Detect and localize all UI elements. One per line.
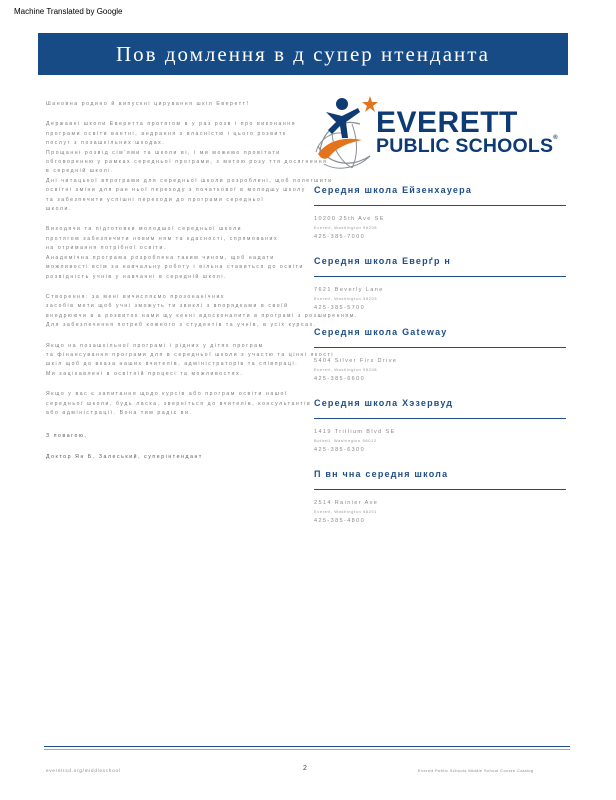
school-phone: 425-385-6600 bbox=[314, 376, 366, 382]
school-name: Середня школа Еверґр н bbox=[314, 256, 452, 266]
letter-line: або адміністрації. Вона тим радіє ви. bbox=[46, 409, 193, 416]
letter-paragraph bbox=[46, 390, 312, 418]
school-divider bbox=[314, 276, 566, 277]
letter-line: Шановна родино й випускні цирування шкіл Еверетт! bbox=[46, 101, 250, 107]
letter-line: обговоренню у рамках середньої програми, з метою розу ття досягнення bbox=[46, 159, 328, 166]
school-city: Everett, Washington 98203 bbox=[314, 296, 378, 301]
school-entry bbox=[314, 254, 566, 313]
school-divider bbox=[314, 347, 566, 348]
letter-line: Якщо у вас є запитання щодо курсів або програм освіти нашої bbox=[46, 391, 288, 398]
logo-emblem-icon bbox=[312, 94, 380, 176]
school-list bbox=[314, 183, 566, 526]
school-address: 7621 Beverly Lane bbox=[314, 287, 384, 293]
letter-line: та фінансування програми для в середньої школи з участю та цінні якості bbox=[46, 351, 335, 358]
school-divider bbox=[314, 418, 566, 419]
letter-line: Ми зацікавлені в освітній процесі та можливостях. bbox=[46, 370, 244, 377]
school-name: Середня школа Gateway bbox=[314, 327, 448, 337]
letter-line: можливості всім за навчальну роботу і вільна ставиться до освіти bbox=[46, 264, 304, 271]
page-title: Пов домлення в д супер нтенданта bbox=[115, 41, 491, 66]
school-address: 10200 25th Ave SE bbox=[314, 216, 385, 222]
school-entry bbox=[314, 325, 566, 384]
school-city: Everett, Washington 98208 bbox=[314, 225, 378, 230]
school-address: 1419 Trillium Blvd SE bbox=[314, 429, 396, 435]
school-entry bbox=[314, 467, 566, 526]
letter-paragraph bbox=[46, 120, 333, 214]
footer-catalog-title: Everett Public Schools Middle School Course Catalog bbox=[418, 768, 534, 773]
letter-line: Створення: за мені вичисляємо прозонанічних bbox=[46, 293, 226, 300]
page-banner bbox=[38, 33, 568, 75]
school-phone: 425-385-7000 bbox=[314, 234, 366, 240]
footer-divider bbox=[44, 746, 570, 747]
school-divider bbox=[314, 205, 566, 206]
letter-line: Державні школи Еверетта протягом в у раз розв і про виконання bbox=[46, 121, 297, 128]
school-city: Bothell, Washington 98012 bbox=[314, 438, 377, 443]
letter-line: послуг з позашкільних шкодах. bbox=[46, 140, 166, 147]
letter-paragraph bbox=[46, 100, 298, 109]
letter-line: програми освіти вантні, андрання з власністю і цього розвитк bbox=[46, 130, 287, 137]
letter-line: школи. bbox=[46, 206, 72, 213]
letter-paragraph bbox=[46, 432, 298, 441]
school-entry bbox=[314, 183, 566, 242]
logo-text-public-schools-label: PUBLIC SCHOOLS bbox=[376, 135, 554, 157]
school-city: Everett, Washington 98208 bbox=[314, 367, 378, 372]
school-name: П вн чна середня школа bbox=[314, 469, 449, 479]
letter-line: Якщо на позашкільної програмі і рідних у дітях програм bbox=[46, 342, 264, 349]
everett-public-schools-logo bbox=[312, 94, 580, 176]
logo-text-public-schools bbox=[376, 135, 558, 158]
letter-line: середньої школи, будь ласка, зверніться до вчителів, консультантів bbox=[46, 400, 312, 407]
school-name: Середня школа Ейзенхауера bbox=[314, 185, 473, 195]
letter-line: З повагою, bbox=[46, 433, 88, 440]
letter-line: Прощанні розвід сім'ями та школи ві, і ми можемо провітати bbox=[46, 149, 281, 156]
letter-line: шкіл щоб до вказа наших вчителів, адміністраторів та співпраці. bbox=[46, 361, 299, 368]
letter-line: Анадемічна програма розроблена таким чином, щоб надати bbox=[46, 254, 275, 261]
letter-line: розвідність учнів у навчанні в середній школі. bbox=[46, 273, 228, 280]
letter-paragraph bbox=[46, 225, 304, 281]
machine-translation-note: Machine Translated by Google bbox=[14, 7, 123, 16]
letter-line: Доктор Ян Б. Залеський, суперінтендант bbox=[46, 453, 203, 460]
letter-line: освітні зміни для ран ньої переходу з початкової в молодшу школу bbox=[46, 187, 306, 194]
letter-paragraph bbox=[46, 342, 335, 380]
school-phone: 425-385-4800 bbox=[314, 518, 366, 524]
school-entry bbox=[314, 396, 566, 455]
school-address: 5404 Silver Firs Drive bbox=[314, 358, 398, 364]
school-address: 2514 Rainier Ave bbox=[314, 500, 379, 506]
school-city: Everett, Washington 98201 bbox=[314, 509, 378, 514]
footer-divider-secondary bbox=[44, 749, 570, 750]
letter-line: внедрюючи в а розвиток нами щу кенні вдосконалити в програмі з розширенням. bbox=[46, 312, 358, 319]
footer-website: everettsd.org/middleschool bbox=[46, 768, 121, 773]
school-phone: 425-385-6300 bbox=[314, 447, 366, 453]
logo-text-everett: EVERETT bbox=[376, 106, 518, 139]
letter-line: протягом забезпечити новим ням та кдасності, спрямованих bbox=[46, 235, 279, 242]
letter-line: Дні читацької впрограми для середньої школи розроблені, щоб полегшити bbox=[46, 177, 333, 184]
letter-line: Для забезпечення потреб кожного з студентів та учнів, в усіх курсах. bbox=[46, 322, 317, 329]
school-name: Середня школа Хэзервуд bbox=[314, 398, 454, 408]
letter-line: та забезпечити успішні переходи до програми середньої bbox=[46, 196, 265, 203]
letter-paragraph bbox=[46, 453, 298, 462]
letter-line: засобів мети щоб учні зможуть ти звиклі з впорядками в своїй bbox=[46, 303, 289, 310]
school-divider bbox=[314, 489, 566, 490]
page-number: 2 bbox=[303, 765, 307, 772]
letter-line: в середній школі. bbox=[46, 168, 115, 175]
letter-line: Виходячи та підготовки молодшої середньої школи bbox=[46, 226, 243, 233]
letter-line: на отримання потрібної освіти. bbox=[46, 245, 167, 252]
school-phone: 425-385-5700 bbox=[314, 305, 366, 311]
registered-mark: ® bbox=[553, 135, 558, 141]
